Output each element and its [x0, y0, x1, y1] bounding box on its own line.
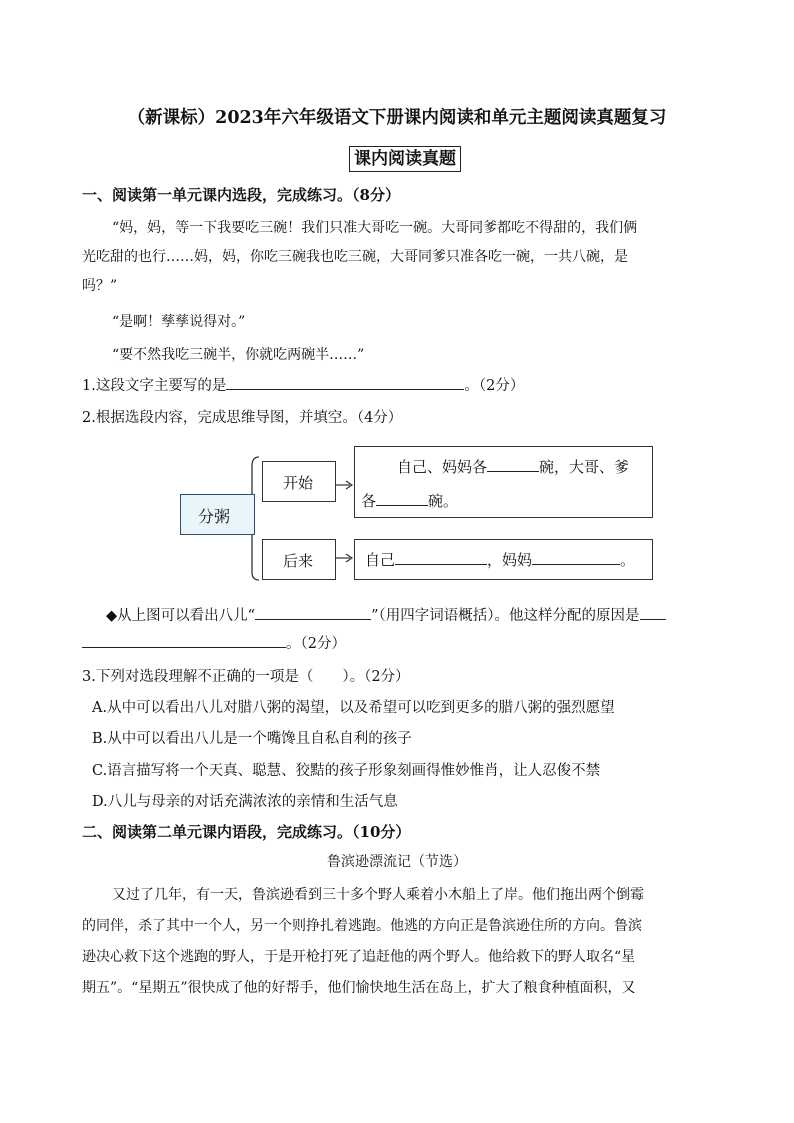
start-detail-line2 [361, 490, 458, 511]
question-2-bullet [106, 604, 666, 625]
start-label: 开始 [283, 474, 314, 492]
start-text: 碗，大哥、爹 [539, 458, 630, 476]
answer-blank[interactable] [640, 605, 666, 620]
option-b[interactable]: B.从中可以看出八儿是一个嘴馋且自私自利的孩子 [92, 731, 412, 747]
later-detail-box [354, 539, 653, 580]
question-1-score: 。（2分） [464, 378, 525, 394]
question-2: 2.根据选段内容，完成思维导图，并填空。（4分） [82, 410, 403, 426]
question-3: 3.下列对选段理解不正确的一项是（ ）。（2分） [82, 669, 410, 685]
section2-heading: 二、阅读第二单元课内语段，完成练习。（10分） [82, 823, 411, 841]
bullet-text: ◆从上图可以看出八儿“ [106, 608, 256, 624]
option-d[interactable]: D.八儿与母亲的对话充满浓浓的亲情和生活气息 [92, 794, 398, 810]
answer-blank[interactable] [395, 550, 487, 565]
section1-heading: 一、阅读第一单元课内选段，完成练习。（8分） [82, 186, 400, 204]
option-c[interactable]: C.语言描写将一个天真、聪慧、狡黠的孩子形象刻画得惟妙惟肖，让人忍俊不禁 [92, 763, 601, 779]
answer-blank[interactable] [532, 550, 620, 565]
passage1-line: “是啊！孳孳说得对。” [112, 314, 246, 330]
passage1-line: 光吃甜的也行……妈，妈，你吃三碗我也吃三碗，大哥同爹只准各吃一碗，一共八碗，是 [82, 249, 628, 265]
answer-blank[interactable] [376, 491, 428, 506]
answer-blank[interactable] [487, 457, 539, 472]
passage1-line: 吗？” [82, 278, 118, 294]
start-text: 自己、妈妈各 [397, 458, 488, 476]
start-detail-box [354, 446, 653, 518]
root-node [180, 494, 255, 535]
later-node [262, 539, 336, 580]
question-2-bullet-cont [82, 632, 346, 653]
answer-blank[interactable] [82, 633, 286, 648]
start-text: 碗。 [428, 492, 459, 510]
question-1-text: 1.这段文字主要写的是 [82, 378, 227, 394]
later-text: 自己 [365, 551, 396, 569]
later-label: 后来 [283, 552, 314, 570]
passage1-line: “妈，妈，等一下我要吃三碗！我们只准大哥吃一碗。大哥同爹都吃不得甜的，我们俩 [112, 220, 638, 236]
later-text: 。 [620, 551, 636, 569]
passage2-line: 逊决心救下这个逃跑的野人，于是开枪打死了追赶他的两个野人。他给救下的野人取名“星 [82, 949, 636, 965]
later-detail-line [365, 549, 635, 570]
bullet-text: ”（用四字词语概括）。他这样分配的原因是 [371, 608, 640, 624]
passage2-line: 的同伴，杀了其中一个人，另一个则挣扎着逃跑。他逃的方向正是鲁滨逊住所的方向。鲁滨 [82, 918, 642, 934]
start-text: 各 [361, 492, 377, 510]
passage2-line: 期五”。“星期五”很快成了他的好帮手，他们愉快地生活在岛上，扩大了粮食种植面积，又 [82, 980, 636, 996]
option-a[interactable]: A.从中可以看出八儿对腊八粥的渴望，以及希望可以吃到更多的腊八粥的强烈愿望 [92, 700, 615, 716]
passage2-line: 又过了几年，有一天，鲁滨逊看到三十多个野人乘着小木船上了岸。他们拖出两个倒霉 [112, 887, 644, 903]
start-detail-line1 [397, 456, 629, 477]
page-title: （新课标）2023年六年级语文下册课内阅读和单元主题阅读真题复习 [127, 108, 667, 128]
root-label: 分粥 [198, 507, 231, 526]
passage1-line: “要不然我吃三碗半，你就吃两碗半……” [112, 347, 365, 363]
later-text: ，妈妈 [487, 551, 533, 569]
start-node [262, 461, 336, 502]
answer-blank[interactable] [255, 605, 371, 620]
passage2-title: 鲁滨逊漂流记（节选） [327, 854, 467, 870]
section-subtitle: 课内阅读真题 [349, 146, 461, 172]
bullet-score: 。（2分） [286, 636, 346, 652]
